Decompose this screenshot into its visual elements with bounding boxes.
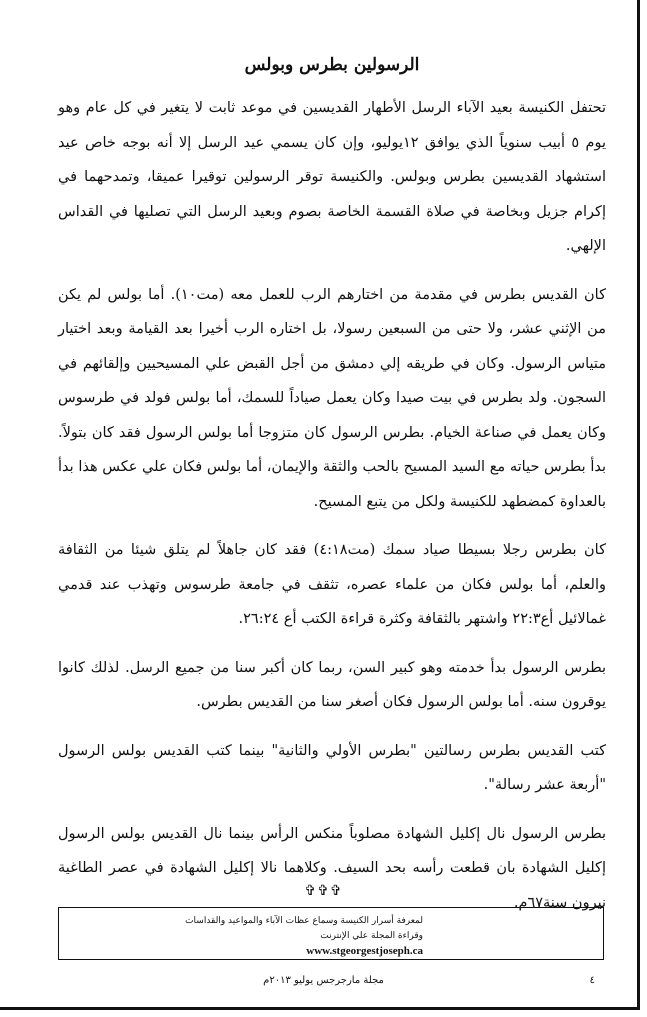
paragraph-6: بطرس الرسول نال إكليل الشهادة مصلوباً منكس الرأس بينما نال القديس بولس الرسول إكليل الشهادة بان قطعت رأسه بحد السيف. وكلاهما نالا إكليل الشهادة في عصر الطاغية نيرون سنة٦٧م. — [58, 825, 606, 911]
page-number: ٤ — [589, 975, 595, 986]
footer-line-2: وقراءة المجلة علي الإنترنت — [320, 931, 423, 941]
page-title: الرسولين بطرس وبولس — [244, 55, 420, 75]
website-link[interactable]: www.stgeorgestjoseph.ca — [306, 945, 423, 957]
paragraph-2: كان القديس بطرس في مقدمة من اختارهم الرب للعمل معه (مت١٠). أما بولس لم يكن من الإثني عشر، ولا حتى من السبعين رسولا، بل اختاره الرب أخيرا بعد القيامة وبعد اختيار متياس الرسول. وكان في طريقه إلي دمشق من أجل القبض علي المسيحيين وإلقائهم في السجون. ولد بطرس في بيت صيدا وكان يعمل صياداً للسمك، أما بولس فولد في طرسوس وكان يعمل في صناعة الخيام. بطرس الرسول كان متزوجا أما بولس الرسول فقد كان بتولاً. بدأ بطرس حياته مع السيد المسيح بالحب والثقة والإيمان، أما بولس فكان علي عكس هذا بدأ بالعداوة كمضطهد للكنيسة ولكل من يتبع المسيح. — [58, 286, 607, 510]
paragraph-5: كتب القديس بطرس رسالتين "بطرس الأولي والثانية" بينما كتب القديس بولس الرسول "أربعة عشر رسالة". — [58, 742, 606, 793]
footer-line-1: لمعرفة أسرار الكنيسة وسماع عظات الآباء والمواعيد والقداسات — [185, 916, 423, 926]
crosses-ornament: ✞✞✞ — [304, 883, 343, 899]
paragraph-4: بطرس الرسول بدأ خدمته وهو كبير السن، ربما كان أكبر سنا من جميع الرسل. لذلك كانوا يوقرون سنه. أما بولس الرسول فكان أصغر سنا من القديس بطرس. — [58, 659, 606, 710]
article — [58, 55, 606, 934]
footer-box — [58, 907, 604, 960]
magazine-label: مجلة مارجرجس يوليو ٢٠١٣م — [263, 975, 384, 986]
paragraph-3: كان بطرس رجلا بسيطا صياد سمك (مت٤:١٨) فقد كان جاهلاً لم يتلق شيئا من الثقافة والعلم، أما بولس فكان من علماء عصره، تثقف في جامعة طرسوس وتهذب عند قدمي غمالائيل أع٢٢:٣ واشتهر بالثقافة وكثرة قراءة الكتب أع ٢٦:٢٤. — [58, 542, 606, 627]
paragraph-1: تحتفل الكنيسة بعيد الآباء الرسل الأطهار القديسين في موعد ثابت لا يتغير في كل عام وهو يوم ٥ أبيب سنوياً الذي يوافق ١٢يوليو، وإن كان يسمي عيد الرسل إلا أنه بوجه خاص عيد استشهاد القديسين بطرس وبولس. والكنيسة توقر الرسولين توقيرا عميقا، وتمدحهما في إكرام جزيل وبخاصة في صلاة القسمة الخاصة بصوم وبعيد الرسل التي تصليها في القداس الإلهي. — [58, 100, 606, 254]
